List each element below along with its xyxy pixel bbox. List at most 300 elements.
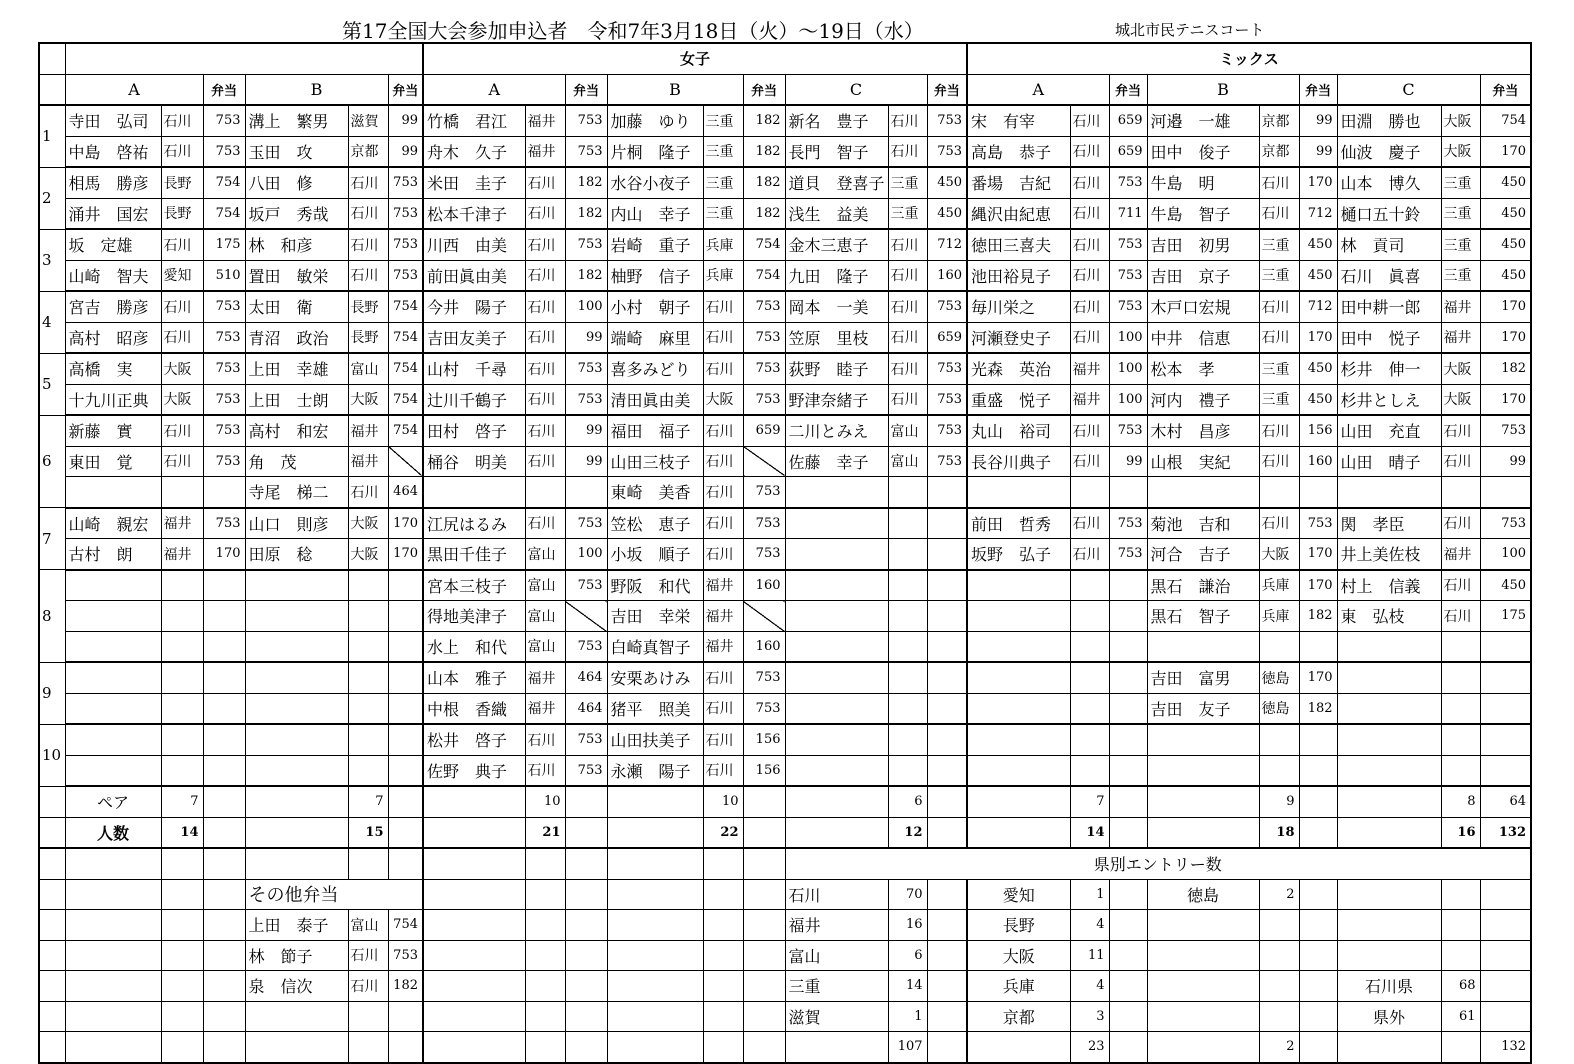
- prefecture: [348, 631, 388, 662]
- women-section-header: 女子: [423, 43, 967, 74]
- prefecture: 石川: [1070, 136, 1109, 167]
- empty-cell: [743, 848, 785, 879]
- bento-value: 99: [388, 136, 423, 167]
- bento-value: [1480, 662, 1531, 693]
- mixed-section-header: ミックス: [967, 43, 1531, 74]
- player-name: 林 貢司: [1337, 229, 1441, 260]
- prefecture: 大阪: [1441, 136, 1480, 167]
- player-name: 山口 則彦: [245, 508, 348, 539]
- bento-value: 182: [1299, 693, 1337, 724]
- bento-value: 753: [1299, 508, 1337, 539]
- player-name: 九田 隆子: [785, 260, 888, 291]
- bento-value: 754: [388, 415, 423, 446]
- empty-cell: [1299, 879, 1337, 910]
- bento-value: 754: [1480, 105, 1531, 136]
- prefecture: 福井: [161, 508, 203, 539]
- bento-value: 510: [203, 260, 245, 291]
- player-name: [245, 601, 348, 632]
- prefecture-count: 1: [1070, 879, 1109, 910]
- prefecture: 兵庫: [703, 229, 743, 260]
- pair-count: 8: [1441, 786, 1480, 817]
- prefecture: 石川: [888, 384, 927, 415]
- prefecture: 石川: [1070, 198, 1109, 229]
- empty-cell: [388, 1032, 423, 1063]
- bento-value: 182: [743, 167, 785, 198]
- bento-value: 753: [743, 508, 785, 539]
- player-name: 井上美佐枝: [1337, 539, 1441, 570]
- prefecture: 長野: [161, 167, 203, 198]
- bento-value: 182: [1480, 353, 1531, 384]
- bento-value: 175: [203, 229, 245, 260]
- empty-cell: [1480, 940, 1531, 971]
- player-name: 徳田三喜夫: [967, 229, 1070, 260]
- player-name: [967, 631, 1070, 662]
- player-name: [967, 662, 1070, 693]
- bento-value: 450: [927, 167, 967, 198]
- prefecture: 石川: [161, 446, 203, 477]
- player-name: 桶谷 明美: [423, 446, 525, 477]
- prefecture: [1441, 477, 1480, 508]
- prefecture: 三重: [703, 198, 743, 229]
- player-name: 佐藤 幸子: [785, 446, 888, 477]
- empty-cell: [1337, 940, 1441, 971]
- bento-value: 156: [743, 755, 785, 786]
- prefecture-name: 石川: [785, 879, 888, 910]
- empty-cell: [423, 1032, 525, 1063]
- empty-cell: [607, 879, 703, 910]
- prefecture: [888, 693, 927, 724]
- empty-cell: [1109, 817, 1147, 848]
- bento-value: 99: [1299, 105, 1337, 136]
- column-header-a: A: [65, 74, 203, 105]
- prefecture: 石川: [703, 693, 743, 724]
- player-name: 清田眞由美: [607, 384, 703, 415]
- people-count: 18: [1259, 817, 1299, 848]
- player-name: 田原 稔: [245, 539, 348, 570]
- player-name: [245, 662, 348, 693]
- prefecture: 石川: [1441, 446, 1480, 477]
- summary-label: 県外: [1337, 1001, 1441, 1032]
- player-name: 今井 陽子: [423, 291, 525, 322]
- prefecture: 石川: [1070, 508, 1109, 539]
- empty-cell: [1147, 940, 1259, 971]
- player-name: 喜多みどり: [607, 353, 703, 384]
- prefecture: 三重: [703, 167, 743, 198]
- pair-count: 6: [888, 786, 927, 817]
- empty-cell: [743, 1032, 785, 1063]
- player-name: 黒石 謙治: [1147, 570, 1259, 601]
- player-name: 上田 幸雄: [245, 353, 348, 384]
- player-name: [785, 570, 888, 601]
- player-name: 米田 圭子: [423, 167, 525, 198]
- player-name: 山田三枝子: [607, 446, 703, 477]
- empty-cell: [1441, 879, 1480, 910]
- player-name: 宮本三枝子: [423, 570, 525, 601]
- column-header-c: C: [1337, 74, 1480, 105]
- prefecture: 三重: [1441, 167, 1480, 198]
- empty-cell: [927, 1001, 967, 1032]
- empty-cell: [565, 971, 607, 1002]
- player-name: 辻川千鶴子: [423, 384, 525, 415]
- bento-value: 753: [565, 229, 607, 260]
- prefecture: 大阪: [1441, 353, 1480, 384]
- player-name: [785, 601, 888, 632]
- group-number: 7: [39, 508, 65, 570]
- player-name: 安栗あけみ: [607, 662, 703, 693]
- prefecture: 三重: [1259, 229, 1299, 260]
- empty-cell: [703, 848, 743, 879]
- player-name: 中根 香織: [423, 693, 525, 724]
- bento-value: 182: [565, 260, 607, 291]
- summary-count: 61: [1441, 1001, 1480, 1032]
- empty-cell: [1259, 1001, 1299, 1032]
- bento-value: [1480, 755, 1531, 786]
- bento-value: [1109, 601, 1147, 632]
- bento-value: 753: [565, 755, 607, 786]
- empty-cell: [967, 786, 1070, 817]
- bento-value: [203, 693, 245, 724]
- prefecture: 三重: [1441, 198, 1480, 229]
- bento-value: 753: [1109, 167, 1147, 198]
- empty-cell: [927, 910, 967, 941]
- empty-cell: [1337, 910, 1441, 941]
- summary-count: 68: [1441, 971, 1480, 1002]
- empty-cell: [161, 1001, 203, 1032]
- prefecture: 富山: [348, 353, 388, 384]
- prefecture: [1441, 631, 1480, 662]
- bento-value: 753: [927, 415, 967, 446]
- player-name: 佐野 典子: [423, 755, 525, 786]
- player-name: 宮吉 勝彦: [65, 291, 161, 322]
- player-name: 野阪 和代: [607, 570, 703, 601]
- extra-bento-name: 上田 泰子: [245, 910, 348, 941]
- player-name: 内山 幸子: [607, 198, 703, 229]
- prefecture: 石川: [1070, 105, 1109, 136]
- bento-value: 711: [1109, 198, 1147, 229]
- empty-cell: [525, 910, 565, 941]
- bento-value: 659: [1109, 136, 1147, 167]
- player-name: 前田 哲秀: [967, 508, 1070, 539]
- empty-cell: [203, 879, 245, 910]
- player-name: 新名 豊子: [785, 105, 888, 136]
- bento-value: 753: [1109, 291, 1147, 322]
- prefecture: 石川: [525, 322, 565, 353]
- player-name: [785, 724, 888, 755]
- player-name: [967, 755, 1070, 786]
- bento-value: 754: [203, 167, 245, 198]
- prefecture: 石川: [525, 446, 565, 477]
- prefecture: 福井: [1441, 291, 1480, 322]
- bento-value: 753: [743, 353, 785, 384]
- empty-cell: [348, 1001, 388, 1032]
- bento-value: 170: [203, 539, 245, 570]
- prefecture: 富山: [525, 539, 565, 570]
- bento-value: 156: [1299, 415, 1337, 446]
- empty-cell: [565, 817, 607, 848]
- empty-cell: [743, 910, 785, 941]
- bento-value: 450: [1480, 167, 1531, 198]
- prefecture: 京都: [348, 136, 388, 167]
- player-name: 竹橋 君江: [423, 105, 525, 136]
- player-name: 河瀬登史子: [967, 322, 1070, 353]
- bento-value: 450: [1299, 384, 1337, 415]
- bento-value: 753: [203, 446, 245, 477]
- player-name: 山崎 智夫: [65, 260, 161, 291]
- bento-value: [388, 755, 423, 786]
- empty-cell: [245, 1001, 348, 1032]
- player-name: [785, 631, 888, 662]
- empty-cell: [743, 817, 785, 848]
- group-number: 5: [39, 353, 65, 415]
- bento-value: 170: [1480, 136, 1531, 167]
- empty-cell: [423, 971, 525, 1002]
- player-name: 浅生 益美: [785, 198, 888, 229]
- prefecture-name: 三重: [785, 971, 888, 1002]
- bento-value: 99: [565, 322, 607, 353]
- prefecture: [1070, 570, 1109, 601]
- prefecture: 石川: [161, 415, 203, 446]
- empty-cell: [245, 786, 348, 817]
- player-name: 福田 福子: [607, 415, 703, 446]
- empty-cell: [525, 1032, 565, 1063]
- empty-cell: [1147, 1032, 1259, 1063]
- empty-cell: [245, 1032, 348, 1063]
- bento-value: [1109, 755, 1147, 786]
- bento-value: [927, 539, 967, 570]
- player-name: 吉田友美子: [423, 322, 525, 353]
- prefecture: [348, 693, 388, 724]
- bento-value: 753: [388, 198, 423, 229]
- pair-count: 9: [1259, 786, 1299, 817]
- bento-value: 753: [203, 322, 245, 353]
- player-name: [967, 570, 1070, 601]
- player-name: 番場 吉紀: [967, 167, 1070, 198]
- extra-bento-value: 753: [388, 940, 423, 971]
- empty-cell: [703, 940, 743, 971]
- bento-value: [388, 601, 423, 632]
- prefecture-subtotal: 107: [888, 1032, 927, 1063]
- player-name: 高島 恭子: [967, 136, 1070, 167]
- bento-column-header: 弁当: [388, 74, 423, 105]
- player-name: 関 孝臣: [1337, 508, 1441, 539]
- empty-cell: [927, 971, 967, 1002]
- player-name: 十九川正典: [65, 384, 161, 415]
- bento-value: [565, 477, 607, 508]
- bento-value: [927, 755, 967, 786]
- player-name: [65, 662, 161, 693]
- prefecture: 富山: [525, 601, 565, 632]
- bento-value: [1109, 693, 1147, 724]
- prefecture: 石川: [161, 229, 203, 260]
- empty-cell: [39, 848, 65, 879]
- player-name: 吉田 幸栄: [607, 601, 703, 632]
- player-name: [65, 631, 161, 662]
- player-name: 荻野 睦子: [785, 353, 888, 384]
- bento-value: [388, 631, 423, 662]
- player-name: 溝上 繁男: [245, 105, 348, 136]
- player-name: 田村 啓子: [423, 415, 525, 446]
- group-number: 8: [39, 570, 65, 663]
- empty-cell: [65, 1032, 161, 1063]
- player-name: [1147, 631, 1259, 662]
- empty-cell: [785, 1032, 888, 1063]
- prefecture: [888, 631, 927, 662]
- column-header-b: B: [1147, 74, 1299, 105]
- prefecture: 石川: [703, 508, 743, 539]
- player-name: 片桐 隆子: [607, 136, 703, 167]
- empty-cell: [1109, 786, 1147, 817]
- empty-cell: [161, 848, 203, 879]
- prefecture: [348, 601, 388, 632]
- player-name: 吉田 友子: [1147, 693, 1259, 724]
- player-name: [785, 755, 888, 786]
- empty-cell: [1480, 879, 1531, 910]
- player-name: [1337, 662, 1441, 693]
- player-name: 重盛 悦子: [967, 384, 1070, 415]
- bento-value: 753: [388, 167, 423, 198]
- player-name: 河合 吉子: [1147, 539, 1259, 570]
- empty-cell: [565, 910, 607, 941]
- bento-value: 170: [1299, 539, 1337, 570]
- empty-cell: [1441, 940, 1480, 971]
- bento-value: 712: [1299, 291, 1337, 322]
- prefecture: 石川: [161, 291, 203, 322]
- prefecture: 三重: [888, 167, 927, 198]
- prefecture: 石川: [525, 415, 565, 446]
- player-name: 寺田 弘司: [65, 105, 161, 136]
- entry-table: [38, 42, 1532, 1064]
- bento-value: 464: [565, 693, 607, 724]
- prefecture: 福井: [703, 631, 743, 662]
- prefecture: 大阪: [348, 384, 388, 415]
- prefecture: 石川: [703, 446, 743, 477]
- empty-cell: [967, 817, 1070, 848]
- player-name: 杉井としえ: [1337, 384, 1441, 415]
- bento-value: 100: [1109, 353, 1147, 384]
- empty-cell: [423, 817, 525, 848]
- bento-value: 753: [927, 136, 967, 167]
- bento-value: [927, 570, 967, 601]
- prefecture: 石川: [525, 353, 565, 384]
- empty-cell: [607, 786, 703, 817]
- player-name: 加藤 ゆり: [607, 105, 703, 136]
- bento-value: 753: [1109, 229, 1147, 260]
- prefecture: 京都: [1259, 105, 1299, 136]
- player-name: [1337, 724, 1441, 755]
- prefecture-name: 大阪: [967, 940, 1070, 971]
- bento-value: 450: [1480, 570, 1531, 601]
- bento-none: [388, 446, 423, 477]
- prefecture: [1070, 724, 1109, 755]
- empty-cell: [423, 848, 525, 879]
- bento-value: [203, 601, 245, 632]
- people-count: 21: [525, 817, 565, 848]
- prefecture: 徳島: [1259, 693, 1299, 724]
- bento-value: 712: [927, 229, 967, 260]
- bento-value: 753: [565, 724, 607, 755]
- bento-none: [743, 601, 785, 632]
- empty-cell: [203, 910, 245, 941]
- prefecture: 石川: [703, 662, 743, 693]
- player-name: 縄沢由紀恵: [967, 198, 1070, 229]
- prefecture: 石川: [525, 508, 565, 539]
- bento-value: 754: [388, 322, 423, 353]
- people-count: 22: [703, 817, 743, 848]
- empty-cell: [1147, 817, 1259, 848]
- prefecture-name: 徳島: [1147, 879, 1259, 910]
- empty-cell: [388, 848, 423, 879]
- player-name: 田中 俊子: [1147, 136, 1259, 167]
- pair-total: 64: [1480, 786, 1531, 817]
- prefecture: 三重: [1441, 229, 1480, 260]
- bento-column-header: 弁当: [1299, 74, 1337, 105]
- prefecture: 石川: [348, 167, 388, 198]
- prefecture: [1070, 631, 1109, 662]
- prefecture: [161, 570, 203, 601]
- empty-cell: [203, 786, 245, 817]
- bento-value: 170: [1299, 167, 1337, 198]
- prefecture: [888, 539, 927, 570]
- empty-cell: [1147, 786, 1259, 817]
- prefecture: 石川: [703, 724, 743, 755]
- empty-cell: [348, 848, 388, 879]
- prefecture: 三重: [703, 105, 743, 136]
- bento-value: 99: [1299, 136, 1337, 167]
- empty-cell: [703, 910, 743, 941]
- prefecture-subtotal: 2: [1259, 1032, 1299, 1063]
- player-name: 吉田 富男: [1147, 662, 1259, 693]
- bento-value: 753: [565, 384, 607, 415]
- player-name: 相馬 勝彦: [65, 167, 161, 198]
- bento-value: 753: [388, 229, 423, 260]
- player-name: 永瀬 陽子: [607, 755, 703, 786]
- player-name: 田中耕一郎: [1337, 291, 1441, 322]
- player-name: 長門 智子: [785, 136, 888, 167]
- bento-value: 754: [743, 229, 785, 260]
- prefecture: 三重: [1259, 260, 1299, 291]
- empty-cell: [423, 940, 525, 971]
- prefecture: [1441, 755, 1480, 786]
- bento-value: [927, 601, 967, 632]
- player-name: [967, 693, 1070, 724]
- prefecture: 愛知: [161, 260, 203, 291]
- player-name: [1337, 477, 1441, 508]
- empty-cell: [565, 848, 607, 879]
- prefecture: 長野: [348, 291, 388, 322]
- prefecture: 石川: [525, 755, 565, 786]
- people-count: 14: [1070, 817, 1109, 848]
- prefecture: 石川: [525, 384, 565, 415]
- empty-cell: [1259, 971, 1299, 1002]
- prefecture: 石川: [888, 260, 927, 291]
- bento-value: 450: [1480, 229, 1531, 260]
- prefecture: 石川: [525, 229, 565, 260]
- bento-value: [388, 662, 423, 693]
- player-name: 柚野 信子: [607, 260, 703, 291]
- prefecture: 三重: [1259, 384, 1299, 415]
- prefecture: [1070, 601, 1109, 632]
- empty-cell: [1337, 817, 1441, 848]
- empty-cell: [565, 940, 607, 971]
- bento-value: 182: [743, 105, 785, 136]
- prefecture: [888, 570, 927, 601]
- prefecture: 石川: [161, 105, 203, 136]
- empty-cell: [39, 1032, 65, 1063]
- prefecture: 石川: [888, 105, 927, 136]
- player-name: [785, 539, 888, 570]
- empty-cell: [743, 940, 785, 971]
- bento-value: 170: [1299, 322, 1337, 353]
